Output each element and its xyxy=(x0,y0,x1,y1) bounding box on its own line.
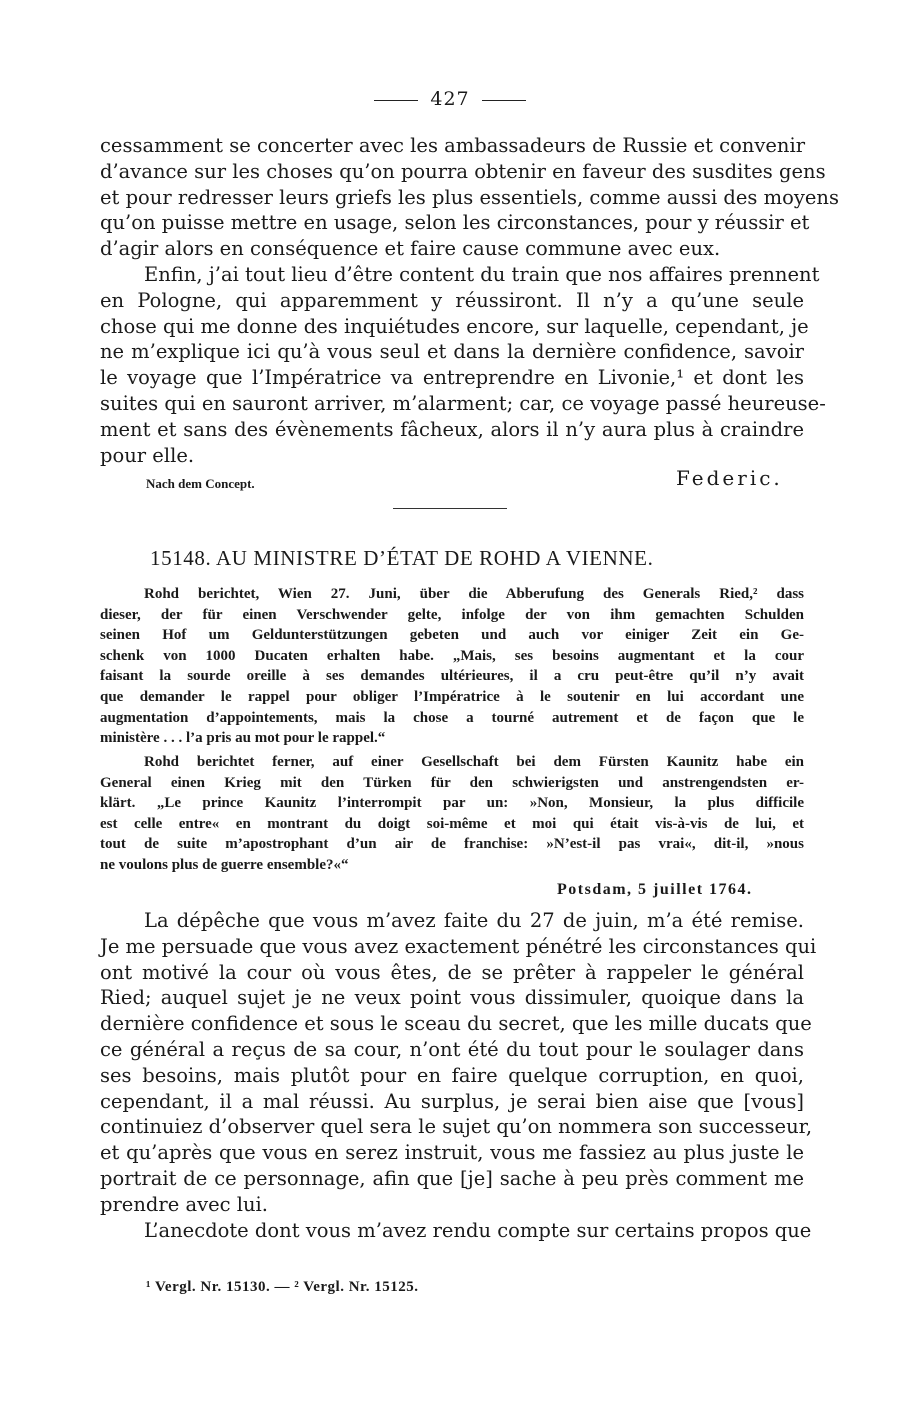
text-line: seinen Hof um Geldunterstützungen gebeten und auch vor einiger Zeit ein Ge- xyxy=(100,627,804,644)
text-line: en Pologne, qui apparemment y réussiront. Il n’y a qu’une seule xyxy=(100,288,804,312)
source-note: Nach dem Concept. xyxy=(146,476,255,491)
text-line: ses besoins, mais plutôt pour en faire quelque corruption, en quoi, xyxy=(100,1063,804,1087)
paragraph-depeche xyxy=(100,908,817,1218)
text-line: ce général a reçus de sa cour, n’ont été du tout pour le soulager dans xyxy=(100,1037,804,1061)
text-line: ministère . . . l’a pris au mot pour le rappel.“ xyxy=(100,730,386,747)
summary-paragraph-1 xyxy=(100,584,804,749)
page-number: 427 xyxy=(430,88,470,110)
text-line: cependant, il a mal réussi. Au surplus, je serai bien aise que [vous] xyxy=(100,1089,804,1113)
section-separator xyxy=(393,508,507,509)
header-rule-left xyxy=(374,100,418,101)
text-line: Enfin, j’ai tout lieu d’être content du train que nos affaires prennent xyxy=(144,263,820,286)
text-line: d’agir alors en conséquence et faire cause commune avec eux. xyxy=(100,237,721,261)
text-line: qu’on puisse mettre en usage, selon les circonstances, pour y réussir et xyxy=(100,211,810,235)
text-line: que demander le rappel pour obliger l’Impératrice à le soutenir en lui accordant une xyxy=(100,688,804,705)
text-line: dernière confidence et sous le sceau du secret, que les mille ducats que xyxy=(100,1012,812,1036)
text-line: tout de suite m’apostrophant d’un air de franchise: »N’est-il pas vrai«, dit-il, »nous xyxy=(100,836,804,853)
text-line: pour elle. xyxy=(100,443,195,467)
text-line: et pour redresser leurs griefs les plus essentiels, comme aussi des moyens xyxy=(100,185,839,209)
paragraph-continuation xyxy=(100,133,839,262)
text-line: L’anecdote dont vous m’avez rendu compte sur certains propos que xyxy=(144,1219,812,1242)
text-line: Ried; auquel sujet je ne veux point vous dissimuler, quoique dans la xyxy=(100,986,804,1010)
text-line: est celle entre« en montrant du doigt soi-même et moi qui était vis-à-vis de lui, et xyxy=(100,815,804,832)
header-rule-right xyxy=(482,100,526,101)
text-line: La dépêche que vous m’avez faite du 27 de juin, m’a été remise. xyxy=(144,909,804,932)
text-line: portrait de ce personnage, afin que [je] sache à peu près comment me xyxy=(100,1166,804,1190)
text-line: General einen Krieg mit den Türken für den schwierigsten und anstrengendsten er- xyxy=(100,774,804,791)
text-line: Rohd berichtet ferner, auf einer Gesellschaft bei dem Fürsten Kaunitz habe ein xyxy=(144,754,804,770)
footnotes: ¹ Vergl. Nr. 15130. — ² Vergl. Nr. 15125. xyxy=(146,1279,419,1295)
paragraph-enfin xyxy=(100,262,826,468)
text-line: schenk von 1000 Ducaten erhalten habe. „Mais, ses besoins augmentant et la cour xyxy=(100,647,804,664)
summary-paragraph-2 xyxy=(100,752,804,876)
paragraph-anecdote xyxy=(100,1218,812,1244)
text-line: faisant la sourde oreille à ses demandes ultérieures, il a cru peut-être qu’il n’y avait xyxy=(100,668,804,685)
text-line: Rohd berichtet, Wien 27. Juni, über die Abberufung des Generals Ried,² dass xyxy=(144,586,804,602)
text-line: continuiez d’observer quel sera le sujet qu’on nommera son successeur, xyxy=(100,1115,813,1139)
signature: Federic. xyxy=(676,466,783,490)
text-line: Je me persuade que vous avez exactement pénétré les circonstances qui xyxy=(100,934,817,958)
text-line: d’avance sur les choses qu’on pourra obtenir en faveur des susdites gens xyxy=(100,159,826,183)
text-line: prendre avec lui. xyxy=(100,1192,268,1216)
text-line: ne m’explique ici qu’à vous seul et dans la dernière confidence, savoir xyxy=(100,340,804,364)
text-line: klärt. „Le prince Kaunitz l’interrompit par un: »Non, Monsieur, la plus difficile xyxy=(100,795,804,812)
text-line: chose qui me donne des inquiétudes encore, sur laquelle, cependant, je xyxy=(100,314,809,338)
text-line: cessamment se concerter avec les ambassadeurs de Russie et convenir xyxy=(100,134,806,157)
text-line: ne voulons plus de guerre ensemble?«“ xyxy=(100,856,349,873)
letter-heading: 15148. AU MINISTRE D’ÉTAT DE ROHD A VIENNE. xyxy=(150,546,654,570)
text-line: ont motivé la cour où vous êtes, de se prêter à rappeler le général xyxy=(100,960,804,984)
text-line: le voyage que l’Impératrice va entreprendre en Livonie,¹ et dont les xyxy=(100,366,804,390)
text-line: et qu’après que vous en serez instruit, vous me fassiez au plus juste le xyxy=(100,1141,804,1165)
text-line: dieser, der für einen Verschwender gelte, infolge der von ihm gemachten Schulden xyxy=(100,606,804,623)
text-line: suites qui en sauront arriver, m’alarment; car, ce voyage passé heureuse- xyxy=(100,391,826,415)
text-line: augmentation d’appointements, mais la chose a tourné autrement et de façon que le xyxy=(100,709,804,726)
dateline: Potsdam, 5 juillet 1764. xyxy=(557,881,753,898)
page-header xyxy=(0,88,900,110)
text-line: ment et sans des évènements fâcheux, alors il n’y aura plus à craindre xyxy=(100,417,804,441)
